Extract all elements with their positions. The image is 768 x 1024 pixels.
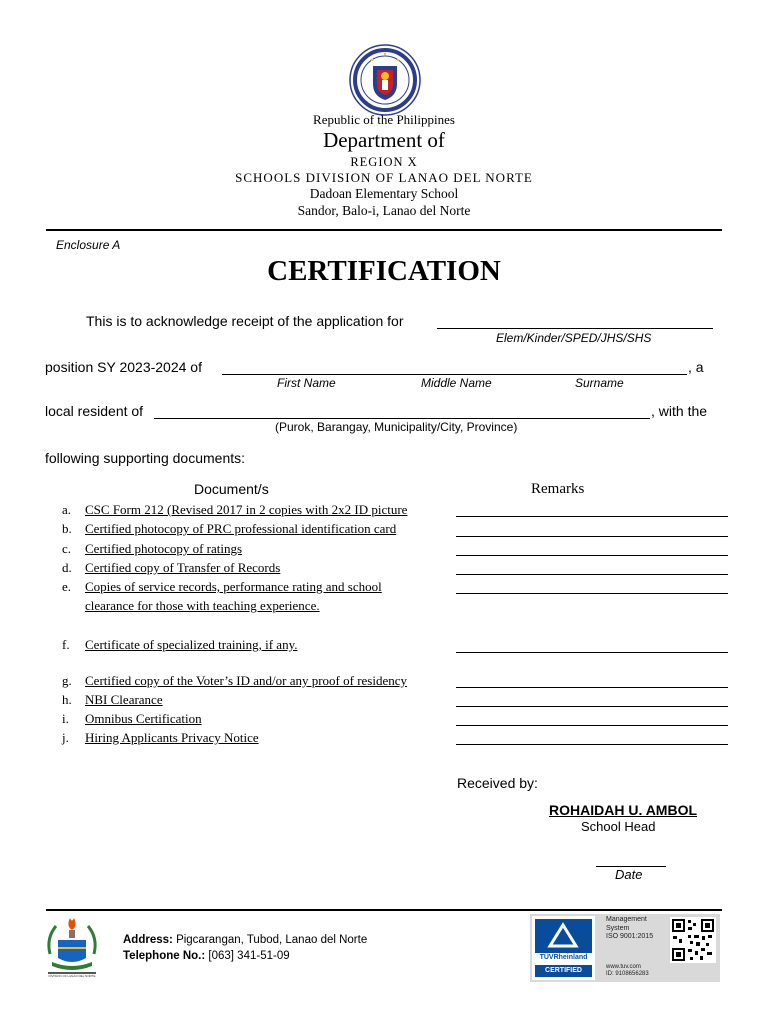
footer-divider [46,909,722,911]
footer-telephone: Telephone No.: [063] 341-51-09 [123,950,290,962]
school-address: Sandor, Balo-i, Lanao del Norte [297,203,471,218]
tuv-certification-badge [530,914,720,982]
enclosure-label: Enclosure A [56,238,121,252]
qr-code-icon [670,917,716,963]
body-line-2: position SY 2023-2024 of [45,359,202,375]
footer-address: Address: Pigcarangan, Tubod, Lanao del Norte [123,934,368,946]
division-line: SCHOOLS DIVISION OF LANAO DEL NORTE [235,170,533,185]
region-line: REGION X [350,155,418,169]
page-title: CERTIFICATION [267,255,501,287]
body-line-1: This is to acknowledge receipt of the application for [86,313,404,329]
remark-blank-j[interactable] [456,744,728,745]
application-type-caption: Elem/Kinder/SPED/JHS/SHS [496,331,652,345]
date-label: Date [615,867,643,882]
remark-blank-c[interactable] [456,555,728,556]
remark-blank-a[interactable] [456,516,728,517]
residence-caption: (Purok, Barangay, Municipality/City, Province) [275,420,518,434]
applicant-name-blank[interactable] [222,374,687,375]
department-line: Department of [323,128,445,152]
tuv-web: www.tuv.com ID: 9108656283 [606,964,649,977]
middle-name-caption: Middle Name [421,376,492,390]
remark-blank-f[interactable] [456,652,728,653]
remark-blank-d[interactable] [456,574,728,575]
body-line-2-end: , a [688,359,704,375]
remark-blank-i[interactable] [456,725,728,726]
tuv-management-system: Management System ISO 9001:2015 [606,916,654,940]
remarks-header: Remarks [531,481,585,497]
signatory-name: ROHAIDAH U. AMBOL [549,802,698,818]
body-line-4: following supporting documents: [45,450,246,466]
remark-blank-g[interactable] [456,687,728,688]
documents-header: Document/s [194,481,269,497]
received-by-label: Received by: [457,775,538,791]
tuv-certified: CERTIFIED [535,965,592,977]
deped-seal [349,44,421,116]
surname-caption: Surname [575,376,624,390]
header-divider [46,229,722,231]
tuv-logo-panel [532,916,595,980]
first-name-caption: First Name [277,376,336,390]
republic-line: Republic of the Philippines [313,112,455,127]
tuv-triangle-icon [532,916,595,956]
application-type-blank[interactable] [437,328,713,329]
body-line-3-end: , with the [651,403,708,419]
residence-blank[interactable] [154,418,650,419]
body-line-3: local resident of [45,403,144,419]
tuv-brand: TÜVRheinland [539,954,588,961]
remark-blank-h[interactable] [456,706,728,707]
division-logo [44,914,100,980]
remark-blank-e[interactable] [456,593,728,594]
school-name: Dadoan Elementary School [309,186,459,201]
signatory-position: School Head [581,819,656,834]
remark-blank-b[interactable] [456,536,728,537]
division-logo-caption: DIVISION OF LANAO DEL NORTE [48,974,96,978]
